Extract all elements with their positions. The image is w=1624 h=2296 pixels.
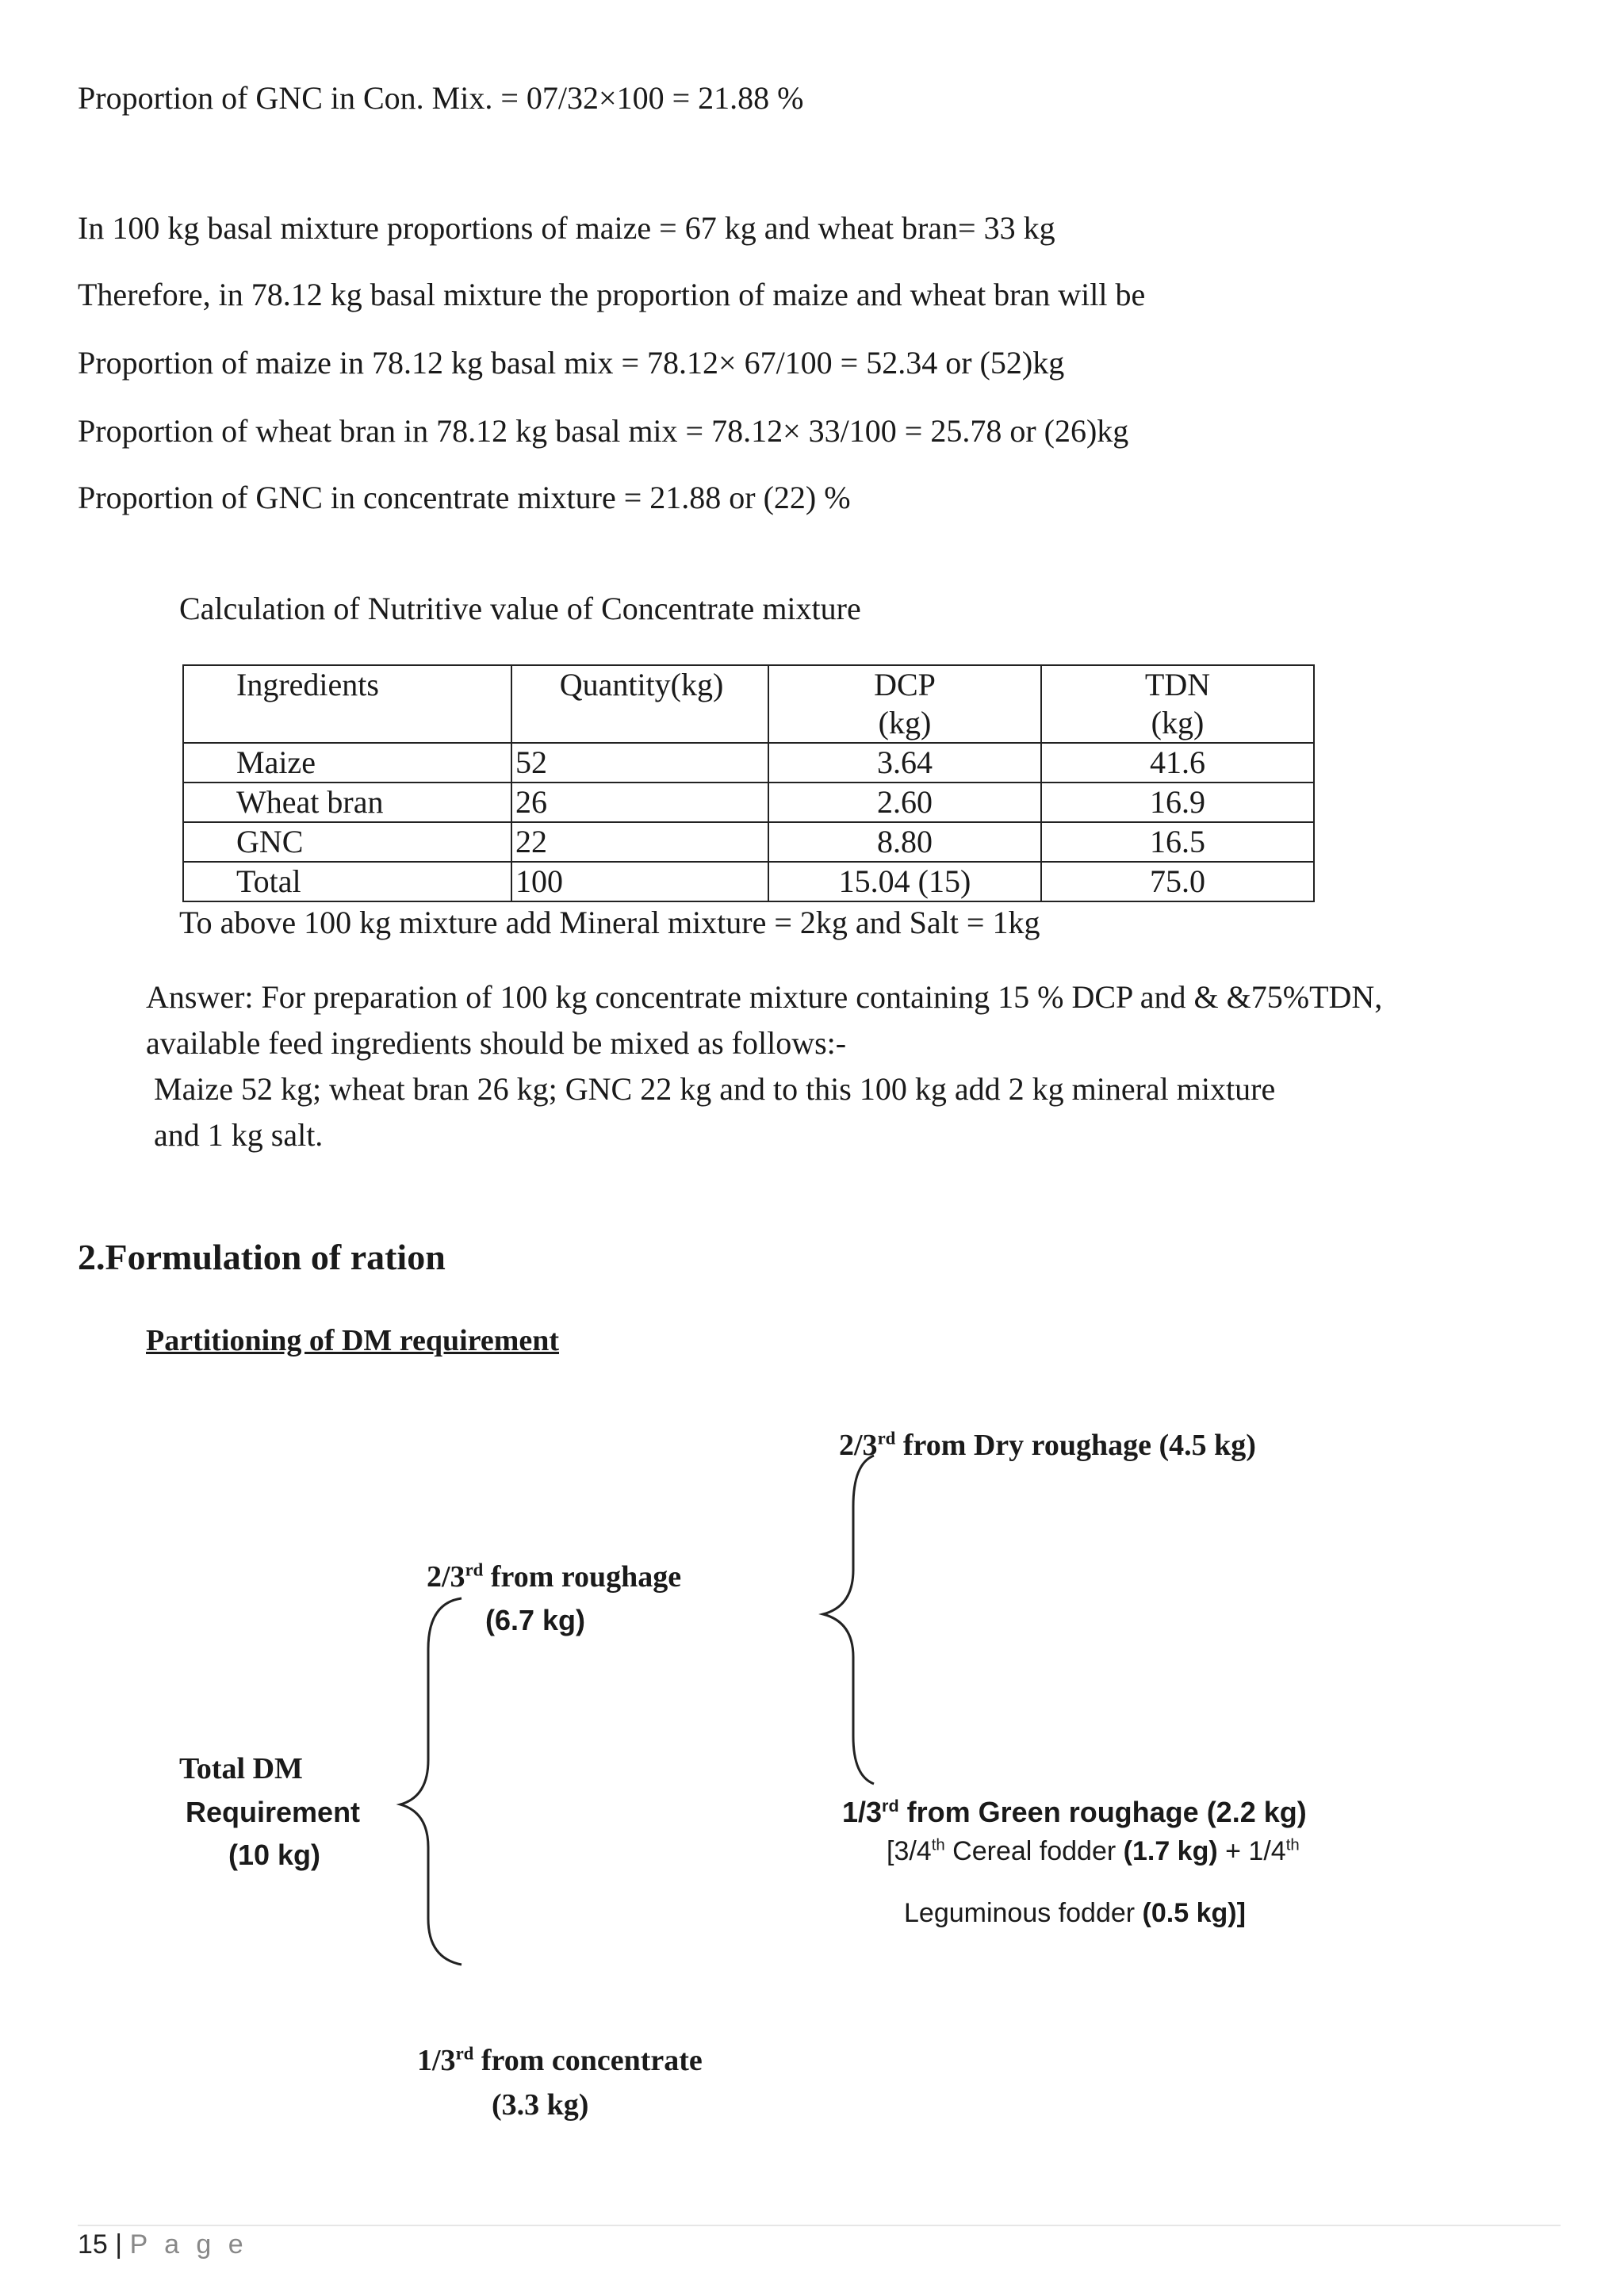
page-label: P a g e — [129, 2229, 248, 2260]
total-dm-label: Requirement — [186, 1796, 361, 1828]
left-brace — [400, 1598, 462, 1965]
cell-tdn: 41.6 — [1041, 743, 1314, 783]
page-footer — [78, 2229, 248, 2260]
text-line: Proportion of wheat bran in 78.12 kg basal mix = 78.12× 33/100 = 25.78 or (26)kg — [78, 413, 1129, 449]
green-roughage-label: 1/3rd from Green roughage (2.2 kg) — [842, 1796, 1307, 1828]
cell-tdn: 16.9 — [1041, 783, 1314, 822]
cell-dcp: 2.60 — [768, 783, 1041, 822]
text-line: Therefore, in 78.12 kg basal mixture the proportion of maize and wheat bran will be — [78, 277, 1146, 312]
cell-tdn: 16.5 — [1041, 822, 1314, 862]
answer-line: Answer: For preparation of 100 kg concentrate mixture containing 15 % DCP and & &75%TDN, — [146, 979, 1383, 1015]
cell-tdn: 75.0 — [1041, 862, 1314, 901]
answer-line: and 1 kg salt. — [154, 1117, 324, 1153]
cereal-fodder-label: [3/4th Cereal fodder (1.7 kg) + 1/4th — [887, 1836, 1300, 1866]
answer-line: Maize 52 kg; wheat bran 26 kg; GNC 22 kg and to this 100 kg add 2 kg mineral mixture — [154, 1071, 1276, 1107]
cell-ingredient: GNC — [183, 822, 511, 862]
header-ingredients: Ingredients — [183, 665, 511, 743]
footer-rule — [78, 2225, 1561, 2226]
cell-quantity: 22 — [511, 822, 768, 862]
roughage-quantity: (6.7 kg) — [485, 1604, 586, 1636]
cell-ingredient: Maize — [183, 743, 511, 783]
cell-ingredient: Total — [183, 862, 511, 901]
concentrate-quantity: (3.3 kg) — [492, 2088, 589, 2122]
table-caption: Calculation of Nutritive value of Concentrate mixture — [179, 591, 861, 626]
cell-quantity: 100 — [511, 862, 768, 901]
text-line: Proportion of maize in 78.12 kg basal mix = 78.12× 67/100 = 52.34 or (52)kg — [78, 345, 1065, 381]
total-dm-quantity: (10 kg) — [228, 1839, 321, 1871]
roughage-label: 2/3rd from roughage — [427, 1559, 682, 1594]
cell-dcp: 15.04 (15) — [768, 862, 1041, 901]
cell-quantity: 52 — [511, 743, 768, 783]
dry-roughage-label: 2/3rd from Dry roughage (4.5 kg) — [839, 1428, 1256, 1462]
header-tdn: TDN (kg) — [1041, 665, 1314, 743]
total-dm-label: Total DM — [179, 1752, 303, 1785]
answer-line: available feed ingredients should be mixed as follows:- — [146, 1025, 847, 1061]
header-quantity: Quantity(kg) — [511, 665, 768, 743]
footer-separator: | — [107, 2229, 130, 2260]
text-line: In 100 kg basal mixture proportions of maize = 67 kg and wheat bran= 33 kg — [78, 210, 1055, 246]
header-dcp: DCP (kg) — [768, 665, 1041, 743]
right-brace — [823, 1456, 874, 1784]
page-number: 15 — [78, 2229, 108, 2260]
section-heading: 2.Formulation of ration — [78, 1237, 446, 1277]
concentrate-label: 1/3rd from concentrate — [417, 2043, 703, 2077]
cell-ingredient: Wheat bran — [183, 783, 511, 822]
cell-dcp: 3.64 — [768, 743, 1041, 783]
cell-dcp: 8.80 — [768, 822, 1041, 862]
leguminous-fodder-label: Leguminous fodder (0.5 kg)] — [904, 1898, 1246, 1928]
text-line: Proportion of GNC in concentrate mixture = 21.88 or (22) % — [78, 480, 851, 515]
cell-quantity: 26 — [511, 783, 768, 822]
text-line: Proportion of GNC in Con. Mix. = 07/32×100 = 21.88 % — [78, 80, 804, 116]
table-note: To above 100 kg mixture add Mineral mixture = 2kg and Salt = 1kg — [179, 905, 1040, 940]
section-subheading: Partitioning of DM requirement — [146, 1324, 560, 1357]
